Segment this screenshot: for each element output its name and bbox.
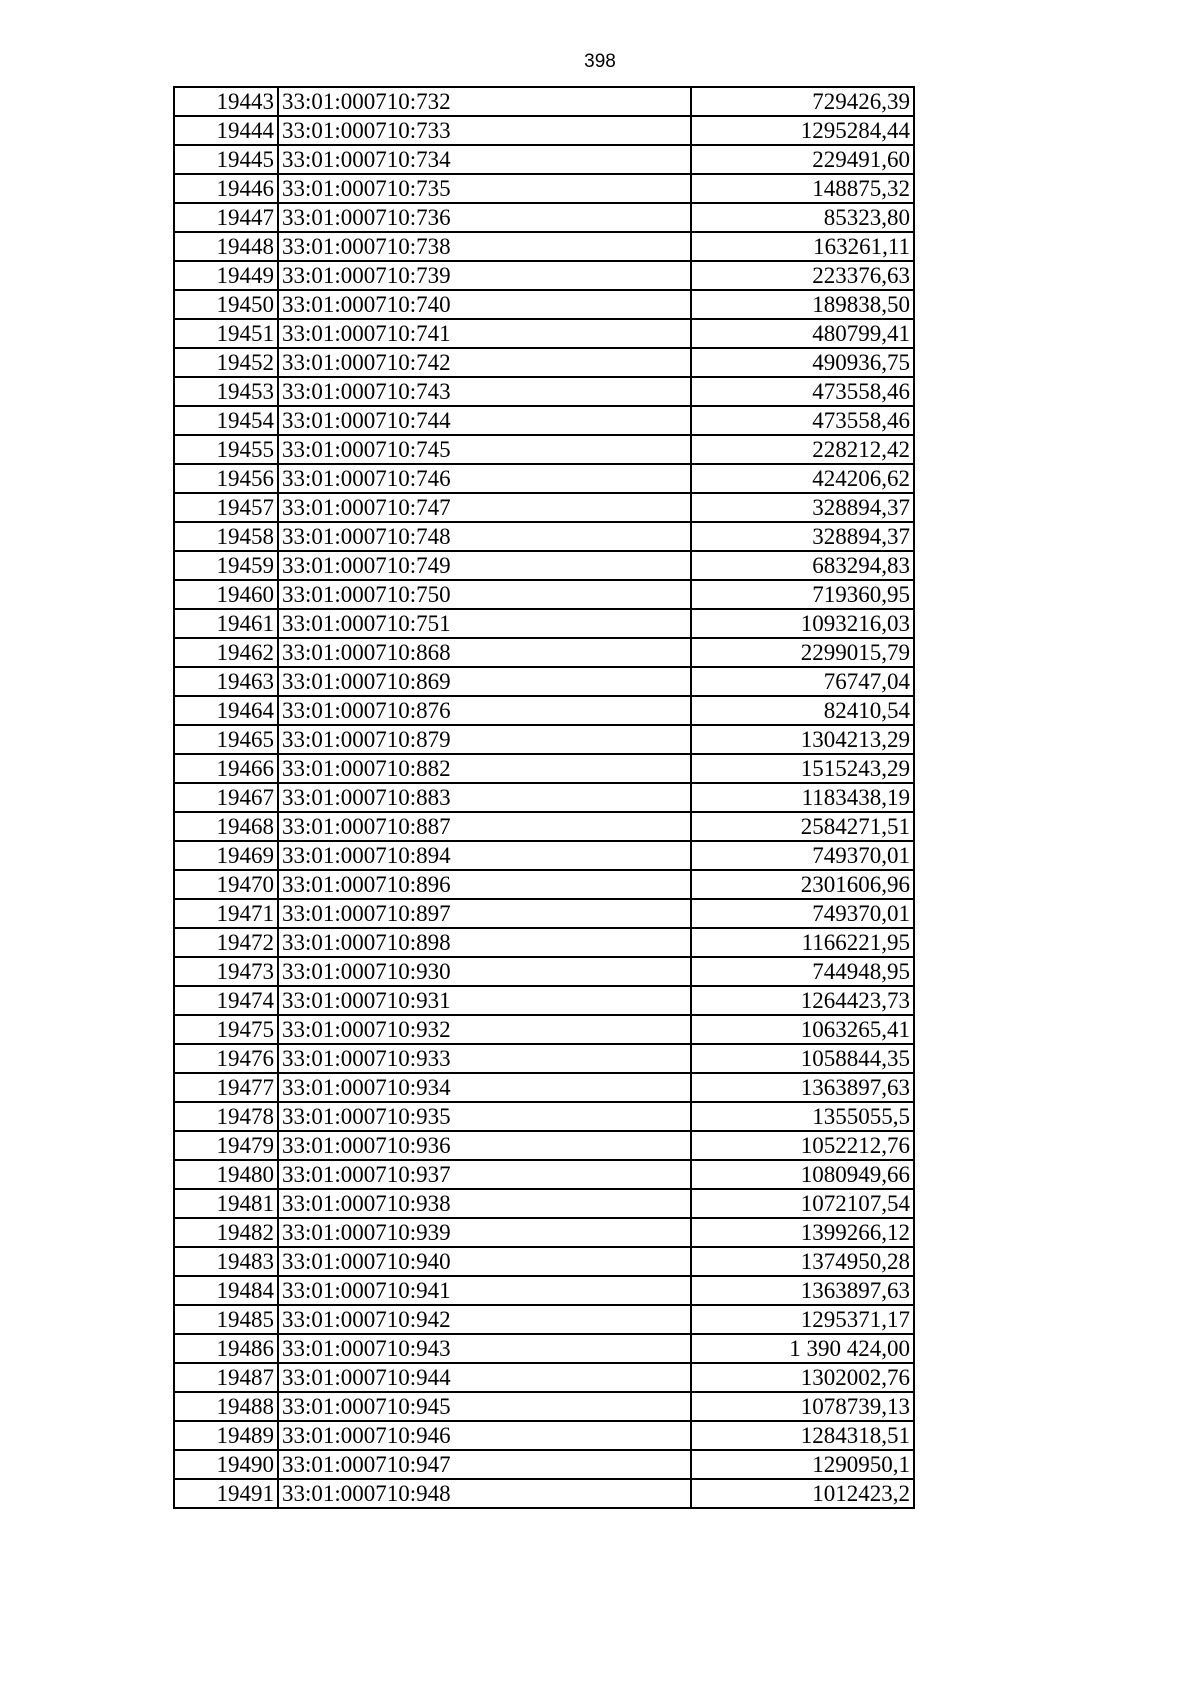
cadastral-value-cell: 2584271,51 [691, 812, 914, 841]
cadastral-value-cell: 228212,42 [691, 435, 914, 464]
cadastral-value-cell: 148875,32 [691, 174, 914, 203]
table-row [174, 783, 914, 812]
row-number-cell: 19483 [174, 1247, 278, 1276]
cadastral-value-cell: 744948,95 [691, 957, 914, 986]
cadastral-number-cell: 33:01:000710:879 [278, 725, 691, 754]
cadastral-number-cell: 33:01:000710:869 [278, 667, 691, 696]
cadastral-value-cell: 480799,41 [691, 319, 914, 348]
cadastral-value-cell: 2299015,79 [691, 638, 914, 667]
cadastral-number-cell: 33:01:000710:747 [278, 493, 691, 522]
cadastral-number-cell: 33:01:000710:887 [278, 812, 691, 841]
cadastral-number-cell: 33:01:000710:733 [278, 116, 691, 145]
cadastral-number-cell: 33:01:000710:876 [278, 696, 691, 725]
table-row [174, 464, 914, 493]
row-number-cell: 19479 [174, 1131, 278, 1160]
cadastral-value-cell: 719360,95 [691, 580, 914, 609]
row-number-cell: 19470 [174, 870, 278, 899]
row-number-cell: 19480 [174, 1160, 278, 1189]
cadastral-value-cell: 1080949,66 [691, 1160, 914, 1189]
row-number-cell: 19458 [174, 522, 278, 551]
cadastral-value-cell: 1304213,29 [691, 725, 914, 754]
row-number-cell: 19473 [174, 957, 278, 986]
table-row [174, 145, 914, 174]
table-row [174, 319, 914, 348]
row-number-cell: 19490 [174, 1450, 278, 1479]
table-row [174, 1276, 914, 1305]
table-row [174, 1160, 914, 1189]
cadastral-value-cell: 1264423,73 [691, 986, 914, 1015]
row-number-cell: 19454 [174, 406, 278, 435]
row-number-cell: 19451 [174, 319, 278, 348]
cadastral-number-cell: 33:01:000710:931 [278, 986, 691, 1015]
cadastral-value-cell: 1284318,51 [691, 1421, 914, 1450]
cadastral-number-cell: 33:01:000710:943 [278, 1334, 691, 1363]
row-number-cell: 19471 [174, 899, 278, 928]
table-row [174, 1189, 914, 1218]
cadastral-value-cell: 1302002,76 [691, 1363, 914, 1392]
table-row [174, 522, 914, 551]
cadastral-number-cell: 33:01:000710:933 [278, 1044, 691, 1073]
table-row [174, 754, 914, 783]
row-number-cell: 19463 [174, 667, 278, 696]
cadastral-number-cell: 33:01:000710:941 [278, 1276, 691, 1305]
cadastral-number-cell: 33:01:000710:883 [278, 783, 691, 812]
table-row [174, 1363, 914, 1392]
cadastral-value-cell: 473558,46 [691, 377, 914, 406]
table-row [174, 609, 914, 638]
cadastral-value-cell: 1363897,63 [691, 1276, 914, 1305]
cadastral-number-cell: 33:01:000710:894 [278, 841, 691, 870]
table-row [174, 841, 914, 870]
table-row [174, 899, 914, 928]
cadastral-number-cell: 33:01:000710:898 [278, 928, 691, 957]
table-row [174, 174, 914, 203]
cadastral-value-cell: 1 390 424,00 [691, 1334, 914, 1363]
row-number-cell: 19452 [174, 348, 278, 377]
table-row [174, 1102, 914, 1131]
row-number-cell: 19459 [174, 551, 278, 580]
table-row [174, 261, 914, 290]
table-row [174, 1479, 914, 1508]
table-row [174, 986, 914, 1015]
cadastral-value-cell: 1355055,5 [691, 1102, 914, 1131]
cadastral-value-cell: 1515243,29 [691, 754, 914, 783]
cadastral-value-cell: 163261,11 [691, 232, 914, 261]
cadastral-value-cell: 328894,37 [691, 522, 914, 551]
cadastre-table [173, 86, 915, 1509]
cadastral-value-cell: 76747,04 [691, 667, 914, 696]
cadastral-value-cell: 1012423,2 [691, 1479, 914, 1508]
cadastral-value-cell: 1078739,13 [691, 1392, 914, 1421]
row-number-cell: 19486 [174, 1334, 278, 1363]
row-number-cell: 19443 [174, 87, 278, 116]
row-number-cell: 19491 [174, 1479, 278, 1508]
row-number-cell: 19456 [174, 464, 278, 493]
table-row [174, 493, 914, 522]
table-row [174, 551, 914, 580]
cadastral-number-cell: 33:01:000710:751 [278, 609, 691, 638]
cadastral-value-cell: 328894,37 [691, 493, 914, 522]
row-number-cell: 19472 [174, 928, 278, 957]
table-row [174, 928, 914, 957]
cadastral-value-cell: 1058844,35 [691, 1044, 914, 1073]
table-row [174, 1073, 914, 1102]
cadastral-number-cell: 33:01:000710:741 [278, 319, 691, 348]
table-row [174, 812, 914, 841]
table-row [174, 203, 914, 232]
row-number-cell: 19455 [174, 435, 278, 464]
cadastral-value-cell: 1399266,12 [691, 1218, 914, 1247]
cadastral-number-cell: 33:01:000710:749 [278, 551, 691, 580]
cadastral-number-cell: 33:01:000710:942 [278, 1305, 691, 1334]
table-row [174, 667, 914, 696]
row-number-cell: 19469 [174, 841, 278, 870]
cadastral-number-cell: 33:01:000710:735 [278, 174, 691, 203]
cadastral-value-cell: 189838,50 [691, 290, 914, 319]
cadastral-value-cell: 1363897,63 [691, 1073, 914, 1102]
row-number-cell: 19474 [174, 986, 278, 1015]
table-row [174, 638, 914, 667]
cadastral-number-cell: 33:01:000710:945 [278, 1392, 691, 1421]
cadastral-number-cell: 33:01:000710:939 [278, 1218, 691, 1247]
row-number-cell: 19487 [174, 1363, 278, 1392]
cadastral-number-cell: 33:01:000710:738 [278, 232, 691, 261]
table-row [174, 435, 914, 464]
cadastral-value-cell: 2301606,96 [691, 870, 914, 899]
table-row [174, 725, 914, 754]
cadastral-value-cell: 1374950,28 [691, 1247, 914, 1276]
table-row [174, 870, 914, 899]
cadastral-value-cell: 223376,63 [691, 261, 914, 290]
row-number-cell: 19462 [174, 638, 278, 667]
row-number-cell: 19460 [174, 580, 278, 609]
page-number: 398 [584, 51, 616, 72]
cadastral-value-cell: 85323,80 [691, 203, 914, 232]
table-row [174, 116, 914, 145]
cadastral-number-cell: 33:01:000710:948 [278, 1479, 691, 1508]
cadastral-value-cell: 1072107,54 [691, 1189, 914, 1218]
table-row [174, 406, 914, 435]
row-number-cell: 19475 [174, 1015, 278, 1044]
cadastral-number-cell: 33:01:000710:742 [278, 348, 691, 377]
cadastral-number-cell: 33:01:000710:732 [278, 87, 691, 116]
cadastral-number-cell: 33:01:000710:946 [278, 1421, 691, 1450]
row-number-cell: 19465 [174, 725, 278, 754]
cadastral-number-cell: 33:01:000710:745 [278, 435, 691, 464]
table-row [174, 1247, 914, 1276]
cadastral-number-cell: 33:01:000710:746 [278, 464, 691, 493]
row-number-cell: 19453 [174, 377, 278, 406]
row-number-cell: 19447 [174, 203, 278, 232]
row-number-cell: 19489 [174, 1421, 278, 1450]
table-row [174, 696, 914, 725]
cadastral-value-cell: 490936,75 [691, 348, 914, 377]
cadastral-value-cell: 82410,54 [691, 696, 914, 725]
row-number-cell: 19448 [174, 232, 278, 261]
cadastral-number-cell: 33:01:000710:748 [278, 522, 691, 551]
cadastral-number-cell: 33:01:000710:947 [278, 1450, 691, 1479]
table-row [174, 1305, 914, 1334]
table-row [174, 1131, 914, 1160]
cadastral-number-cell: 33:01:000710:739 [278, 261, 691, 290]
cadastral-value-cell: 1295371,17 [691, 1305, 914, 1334]
table-row [174, 290, 914, 319]
table-row [174, 1421, 914, 1450]
row-number-cell: 19461 [174, 609, 278, 638]
cadastral-number-cell: 33:01:000710:882 [278, 754, 691, 783]
cadastral-value-cell: 424206,62 [691, 464, 914, 493]
row-number-cell: 19478 [174, 1102, 278, 1131]
row-number-cell: 19477 [174, 1073, 278, 1102]
cadastral-value-cell: 749370,01 [691, 841, 914, 870]
cadastral-number-cell: 33:01:000710:935 [278, 1102, 691, 1131]
row-number-cell: 19488 [174, 1392, 278, 1421]
cadastral-number-cell: 33:01:000710:740 [278, 290, 691, 319]
row-number-cell: 19476 [174, 1044, 278, 1073]
cadastral-value-cell: 1063265,41 [691, 1015, 914, 1044]
cadastral-value-cell: 1290950,1 [691, 1450, 914, 1479]
table-row [174, 1218, 914, 1247]
cadastral-number-cell: 33:01:000710:744 [278, 406, 691, 435]
cadastral-number-cell: 33:01:000710:940 [278, 1247, 691, 1276]
row-number-cell: 19445 [174, 145, 278, 174]
cadastral-number-cell: 33:01:000710:934 [278, 1073, 691, 1102]
table-row [174, 1044, 914, 1073]
table-row [174, 957, 914, 986]
cadastral-number-cell: 33:01:000710:944 [278, 1363, 691, 1392]
row-number-cell: 19444 [174, 116, 278, 145]
cadastral-value-cell: 229491,60 [691, 145, 914, 174]
row-number-cell: 19468 [174, 812, 278, 841]
row-number-cell: 19449 [174, 261, 278, 290]
table-row [174, 1334, 914, 1363]
cadastral-number-cell: 33:01:000710:932 [278, 1015, 691, 1044]
table-row [174, 348, 914, 377]
row-number-cell: 19481 [174, 1189, 278, 1218]
row-number-cell: 19485 [174, 1305, 278, 1334]
cadastral-number-cell: 33:01:000710:736 [278, 203, 691, 232]
cadastral-value-cell: 1295284,44 [691, 116, 914, 145]
table-row [174, 580, 914, 609]
row-number-cell: 19482 [174, 1218, 278, 1247]
row-number-cell: 19457 [174, 493, 278, 522]
cadastral-number-cell: 33:01:000710:897 [278, 899, 691, 928]
cadastral-number-cell: 33:01:000710:734 [278, 145, 691, 174]
cadastral-value-cell: 1093216,03 [691, 609, 914, 638]
cadastral-value-cell: 1166221,95 [691, 928, 914, 957]
table-row [174, 87, 914, 116]
row-number-cell: 19446 [174, 174, 278, 203]
cadastral-value-cell: 1052212,76 [691, 1131, 914, 1160]
row-number-cell: 19484 [174, 1276, 278, 1305]
table-body [174, 87, 914, 1508]
row-number-cell: 19466 [174, 754, 278, 783]
row-number-cell: 19450 [174, 290, 278, 319]
cadastral-number-cell: 33:01:000710:868 [278, 638, 691, 667]
cadastral-number-cell: 33:01:000710:937 [278, 1160, 691, 1189]
table-row [174, 1450, 914, 1479]
row-number-cell: 19464 [174, 696, 278, 725]
cadastral-value-cell: 683294,83 [691, 551, 914, 580]
table-row [174, 232, 914, 261]
cadastral-number-cell: 33:01:000710:896 [278, 870, 691, 899]
cadastral-number-cell: 33:01:000710:936 [278, 1131, 691, 1160]
cadastral-value-cell: 729426,39 [691, 87, 914, 116]
cadastral-number-cell: 33:01:000710:938 [278, 1189, 691, 1218]
table-row [174, 1015, 914, 1044]
cadastral-value-cell: 749370,01 [691, 899, 914, 928]
cadastral-value-cell: 1183438,19 [691, 783, 914, 812]
cadastral-number-cell: 33:01:000710:930 [278, 957, 691, 986]
cadastral-value-cell: 473558,46 [691, 406, 914, 435]
cadastral-number-cell: 33:01:000710:750 [278, 580, 691, 609]
table-row [174, 377, 914, 406]
table-row [174, 1392, 914, 1421]
cadastral-number-cell: 33:01:000710:743 [278, 377, 691, 406]
row-number-cell: 19467 [174, 783, 278, 812]
